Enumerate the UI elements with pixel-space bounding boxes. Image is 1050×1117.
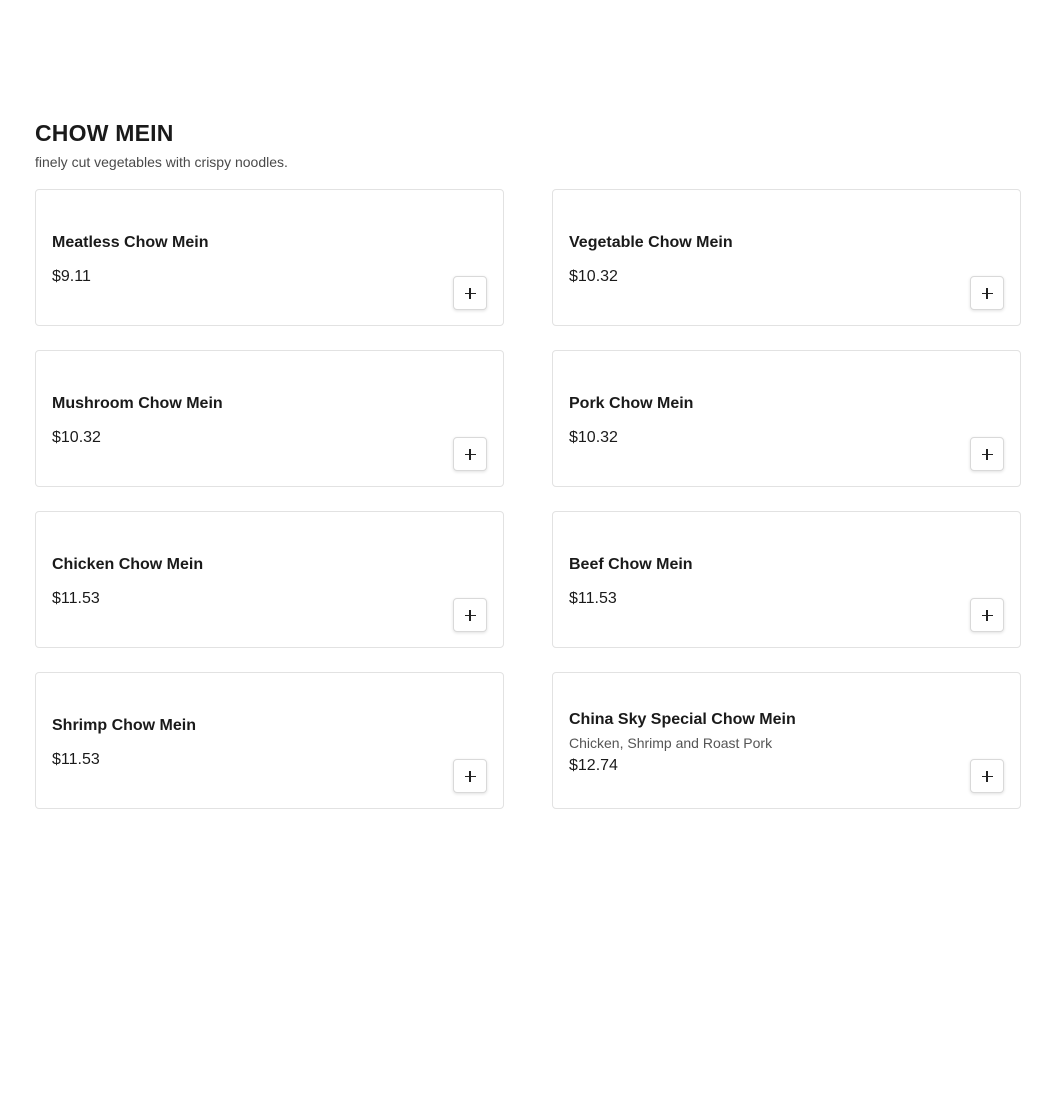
add-item-button[interactable] bbox=[970, 759, 1004, 793]
menu-item-name: Vegetable Chow Mein bbox=[569, 234, 733, 251]
menu-section-header bbox=[35, 116, 1021, 172]
menu-items-grid bbox=[35, 189, 1021, 809]
menu-item-name: Chicken Chow Mein bbox=[52, 556, 204, 573]
menu-item-card[interactable] bbox=[35, 672, 504, 809]
plus-icon bbox=[982, 449, 993, 460]
add-item-button[interactable] bbox=[453, 276, 487, 310]
plus-icon bbox=[982, 610, 993, 621]
plus-icon bbox=[465, 610, 476, 621]
menu-item-card[interactable] bbox=[552, 189, 1021, 326]
plus-icon bbox=[465, 449, 476, 460]
menu-item-price: $9.11 bbox=[52, 268, 91, 285]
plus-icon bbox=[465, 771, 476, 782]
menu-item-price: $10.32 bbox=[569, 429, 618, 446]
add-item-button[interactable] bbox=[970, 598, 1004, 632]
menu-item-card[interactable] bbox=[552, 511, 1021, 648]
plus-icon bbox=[982, 771, 993, 782]
menu-item-card[interactable] bbox=[552, 672, 1021, 809]
menu-item-name: Shrimp Chow Mein bbox=[52, 717, 196, 734]
menu-item-price: $10.32 bbox=[569, 268, 618, 285]
add-item-button[interactable] bbox=[453, 437, 487, 471]
menu-item-card[interactable] bbox=[552, 350, 1021, 487]
menu-item-name: Meatless Chow Mein bbox=[52, 234, 209, 251]
menu-item-price: $11.53 bbox=[52, 751, 100, 768]
add-item-button[interactable] bbox=[970, 276, 1004, 310]
plus-icon bbox=[465, 288, 476, 299]
menu-item-price: $11.53 bbox=[52, 590, 100, 607]
menu-item-name: Pork Chow Mein bbox=[569, 395, 694, 412]
section-description: finely cut vegetables with crispy noodles. bbox=[35, 154, 288, 170]
menu-item-name: Beef Chow Mein bbox=[569, 556, 693, 573]
menu-item-card[interactable] bbox=[35, 511, 504, 648]
menu-item-price: $12.74 bbox=[569, 757, 618, 774]
add-item-button[interactable] bbox=[970, 437, 1004, 471]
add-item-button[interactable] bbox=[453, 598, 487, 632]
menu-item-price: $10.32 bbox=[52, 429, 101, 446]
menu-item-description: Chicken, Shrimp and Roast Pork bbox=[569, 735, 773, 751]
menu-item-card[interactable] bbox=[35, 350, 504, 487]
menu-item-name: China Sky Special Chow Mein bbox=[569, 711, 796, 728]
section-title: CHOW MEIN bbox=[35, 120, 174, 146]
menu-item-card[interactable] bbox=[35, 189, 504, 326]
add-item-button[interactable] bbox=[453, 759, 487, 793]
plus-icon bbox=[982, 288, 993, 299]
menu-item-name: Mushroom Chow Mein bbox=[52, 395, 223, 412]
menu-item-price: $11.53 bbox=[569, 590, 617, 607]
